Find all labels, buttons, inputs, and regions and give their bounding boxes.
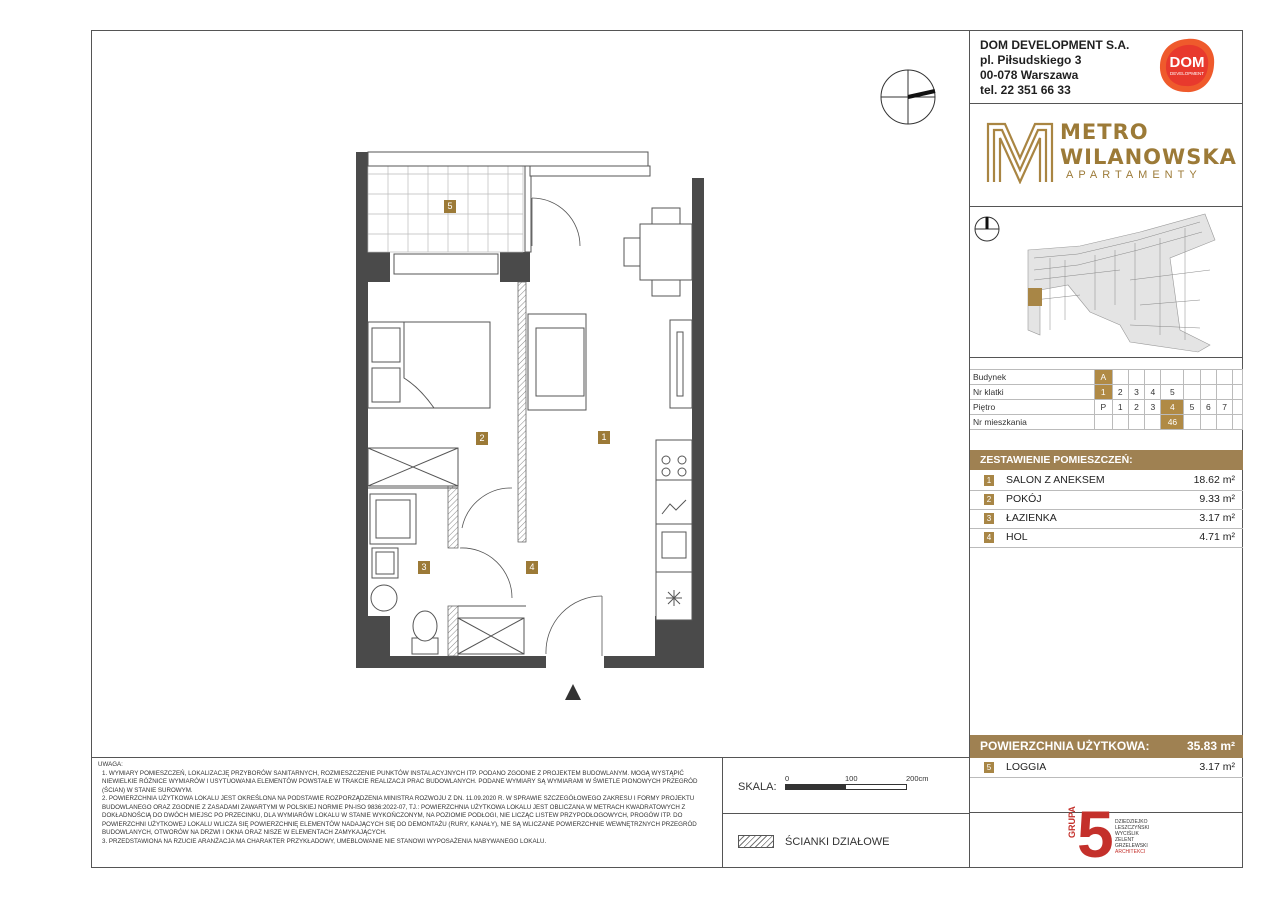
company-address: pl. Piłsudskiego 3 bbox=[980, 53, 1082, 67]
arch-line-2: WYCIŚLIK bbox=[1115, 831, 1139, 837]
location-cell bbox=[1095, 415, 1113, 430]
floor-plan bbox=[350, 148, 710, 713]
scale-bar bbox=[785, 784, 907, 790]
project-name bbox=[1060, 120, 1237, 170]
room-area: 3.17 m² bbox=[1199, 512, 1235, 524]
notes bbox=[98, 761, 718, 846]
location-cell: 6 bbox=[1200, 400, 1216, 415]
room-num: 1 bbox=[984, 475, 994, 486]
arch-line-1: LESZCZYŃSKI bbox=[1115, 825, 1150, 831]
location-cell bbox=[1184, 385, 1200, 400]
company-info bbox=[980, 38, 1129, 98]
dom-logo bbox=[1156, 37, 1218, 100]
sidebar-line-2 bbox=[969, 206, 1243, 207]
note-3: 3. PRZEDSTAWIONA NA RZUCIE ARANŻACJA MA CHARAKTER PRZYKŁADOWY, UMEBLOWANIE NIE STANOWI WYPOSAŻENIA NABYWANEGO LOKALU. bbox=[102, 837, 547, 845]
room-num: 4 bbox=[984, 532, 994, 543]
compass-icon bbox=[878, 67, 938, 132]
scale-tick-0: 0 bbox=[785, 774, 790, 783]
location-cell bbox=[1216, 415, 1232, 430]
room-label-1: 1 bbox=[598, 431, 610, 444]
room-name: ŁAZIENKA bbox=[1006, 512, 1057, 524]
location-cell bbox=[1200, 370, 1216, 385]
arch-line-4: GRZELEWSKI bbox=[1115, 843, 1148, 849]
location-cell bbox=[1184, 415, 1200, 430]
loggia-name: LOGGIA bbox=[1006, 761, 1047, 773]
notes-title: UWAGA: bbox=[98, 761, 123, 768]
location-cell bbox=[1128, 415, 1144, 430]
metro-wilanowska-mark bbox=[985, 118, 1055, 189]
location-row bbox=[970, 385, 1243, 400]
footer-divider bbox=[91, 757, 969, 758]
total-value: 35.83 m² bbox=[1186, 739, 1235, 753]
room-row bbox=[970, 509, 1243, 529]
room-name: SALON Z ANEKSEM bbox=[1006, 474, 1105, 486]
location-cell: 3 bbox=[1128, 385, 1144, 400]
arch-line-5: ARCHITEKCI bbox=[1115, 849, 1146, 855]
sidebar-line-1 bbox=[969, 103, 1243, 104]
note-2: 2. POWIERZCHNIA UŻYTKOWA LOKALU JEST OKREŚLONA NA PODSTAWIE ROZPORZĄDZENIA MINISTRA ROZWOJU Z DN. 11.09.2020 R. W SPRAWIE SZCZEGÓŁOWEGO ZAKRESU I FORMY PROJEKTU BUDOWLANEGO ORAZ ZGODNIE Z ZASADAMI ZAWARTYMI W POLSKIEJ NORMIE PN-ISO 9836:2022-07, TJ.: POWIERZCHNIA UŻYTKOWA LOKALU JEST OBLICZANA W METRACH KWADRATOWYCH Z DOKŁADNOŚCIĄ DO DWÓCH MIEJSC PO PRZECINKU, DLA WYMIARÓW LOKALU W STANIE WYKOŃCZONYM, NA POZIOMIE PODŁOGI, NIE LICZĄC LISTEW PRZYPODŁOGOWYCH, PROGÓW ITP. DO POWIERZCHNI UŻYTKOWEJ LOKALU WLICZA SIĘ POWIERZCHNIĘ ELEMENTÓW NADAJĄCYCH SIĘ DO DEMONTAŻU (RURY, KANAŁY), NIE SĄ WLICZANE POWIERZCHNIE WEWNĘTRZNYCH PRZEGRÓD BUDOWLANYCH, OTWORÓW NA DRZWI I OKNA ORAZ NISZE W ELEMENTACH ZAMYKAJĄCYCH. bbox=[102, 795, 697, 836]
location-cell bbox=[1112, 415, 1128, 430]
location-cell: A bbox=[1095, 370, 1113, 385]
location-cell: 1 bbox=[1095, 385, 1113, 400]
company-city: 00-078 Warszawa bbox=[980, 68, 1079, 82]
key-plan bbox=[1020, 210, 1230, 360]
location-cell: 2 bbox=[1112, 385, 1128, 400]
location-cell bbox=[1233, 370, 1243, 385]
scale-tick-100: 100 bbox=[845, 774, 858, 783]
location-cell bbox=[1233, 400, 1243, 415]
location-cell: 5 bbox=[1161, 385, 1184, 400]
room-label-5: 5 bbox=[444, 200, 456, 213]
location-cell bbox=[1112, 370, 1128, 385]
room-row bbox=[970, 471, 1243, 491]
location-cell: 46 bbox=[1161, 415, 1184, 430]
location-row bbox=[970, 370, 1243, 385]
location-cell: 2 bbox=[1128, 400, 1144, 415]
location-cell bbox=[1145, 370, 1161, 385]
location-cell: 5 bbox=[1184, 400, 1200, 415]
room-label-3: 3 bbox=[418, 561, 430, 574]
scale-label: SKALA: bbox=[738, 781, 777, 793]
company-phone: tel. 22 351 66 33 bbox=[980, 83, 1071, 97]
loggia-row bbox=[970, 758, 1243, 778]
location-row-label: Piętro bbox=[970, 400, 1095, 415]
location-row-label: Nr klatki bbox=[970, 385, 1095, 400]
company-name: DOM DEVELOPMENT S.A. bbox=[980, 38, 1130, 52]
location-cell: 7 bbox=[1216, 400, 1232, 415]
dom-logo-text: DOM bbox=[1169, 54, 1205, 71]
loggia-num: 5 bbox=[984, 762, 994, 773]
location-row-label: Nr mieszkania bbox=[970, 415, 1095, 430]
partition-legend-label: ŚCIANKI DZIAŁOWE bbox=[785, 836, 890, 848]
loggia-area: 3.17 m² bbox=[1199, 761, 1235, 773]
arch-line-0: DZIEDZIEJKO bbox=[1115, 819, 1148, 825]
room-name: HOL bbox=[1006, 531, 1028, 543]
grupa5-logo bbox=[1067, 796, 1157, 865]
location-cell: 4 bbox=[1145, 385, 1161, 400]
total-area bbox=[970, 735, 1243, 758]
room-row bbox=[970, 490, 1243, 510]
arch-line-3: ZELENT bbox=[1115, 837, 1135, 843]
location-cell bbox=[1200, 415, 1216, 430]
grupa-text: GRUPA bbox=[1067, 806, 1077, 838]
location-row-label: Budynek bbox=[970, 370, 1095, 385]
dom-logo-subtext: DEVELOPMENT bbox=[1169, 71, 1205, 76]
room-area: 18.62 m² bbox=[1193, 474, 1235, 486]
scale-tick-200: 200cm bbox=[906, 774, 929, 783]
location-cell bbox=[1216, 385, 1232, 400]
note-1: 1. WYMIARY POMIESZCZEŃ, LOKALIZACJĘ PRZYBORÓW SANITARNYCH, ROZMIESZCZENIE PUNKTÓW INSTALACYJNYCH ITP. PODANO ZGODNIE Z PROJEKTEM BUDOWLANYM. MOGĄ WYSTĄPIĆ NIEWIELKIE RÓŻNICE WYMIARÓW I USYTUOWANIA ELEMENTÓW POWSTAŁE W TRAKCIE REALIZACJI PRAC BUDOWLANYCH. PODANE WYMIARY SĄ WYMIARAMI W ŚWIETLE PIONOWYCH PRZEGRÓD (ŚCIAN) W STANIE SUROWYM. bbox=[102, 769, 698, 794]
location-cell: P bbox=[1095, 400, 1113, 415]
location-cell bbox=[1233, 415, 1243, 430]
project-subtitle: APARTAMENTY bbox=[1066, 169, 1202, 181]
room-area: 4.71 m² bbox=[1199, 531, 1235, 543]
room-label-2: 2 bbox=[476, 432, 488, 445]
location-cell: 1 bbox=[1112, 400, 1128, 415]
location-row bbox=[970, 415, 1243, 430]
footer-split-h bbox=[722, 813, 969, 814]
grupa-five: 5 bbox=[1077, 797, 1114, 860]
room-num: 2 bbox=[984, 494, 994, 505]
location-table bbox=[970, 369, 1243, 430]
location-cell: 4 bbox=[1161, 400, 1184, 415]
location-cell bbox=[1233, 385, 1243, 400]
room-name: POKÓJ bbox=[1006, 493, 1042, 505]
room-area: 9.33 m² bbox=[1199, 493, 1235, 505]
location-cell bbox=[1216, 370, 1232, 385]
room-num: 3 bbox=[984, 513, 994, 524]
location-row bbox=[970, 400, 1243, 415]
location-cell bbox=[1145, 415, 1161, 430]
location-cell bbox=[1128, 370, 1144, 385]
location-cell bbox=[1200, 385, 1216, 400]
location-cell bbox=[1161, 370, 1184, 385]
rooms-heading: ZESTAWIENIE POMIESZCZEŃ: bbox=[970, 450, 1243, 470]
project-line2: WILANOWSKA bbox=[1060, 145, 1237, 169]
total-label: POWIERZCHNIA UŻYTKOWA: bbox=[980, 739, 1150, 753]
project-line1: METRO bbox=[1060, 120, 1149, 144]
partition-legend-swatch bbox=[738, 835, 774, 848]
compass-small-icon bbox=[973, 215, 1001, 248]
room-label-4: 4 bbox=[526, 561, 538, 574]
room-row bbox=[970, 528, 1243, 548]
location-cell bbox=[1184, 370, 1200, 385]
location-cell: 3 bbox=[1145, 400, 1161, 415]
